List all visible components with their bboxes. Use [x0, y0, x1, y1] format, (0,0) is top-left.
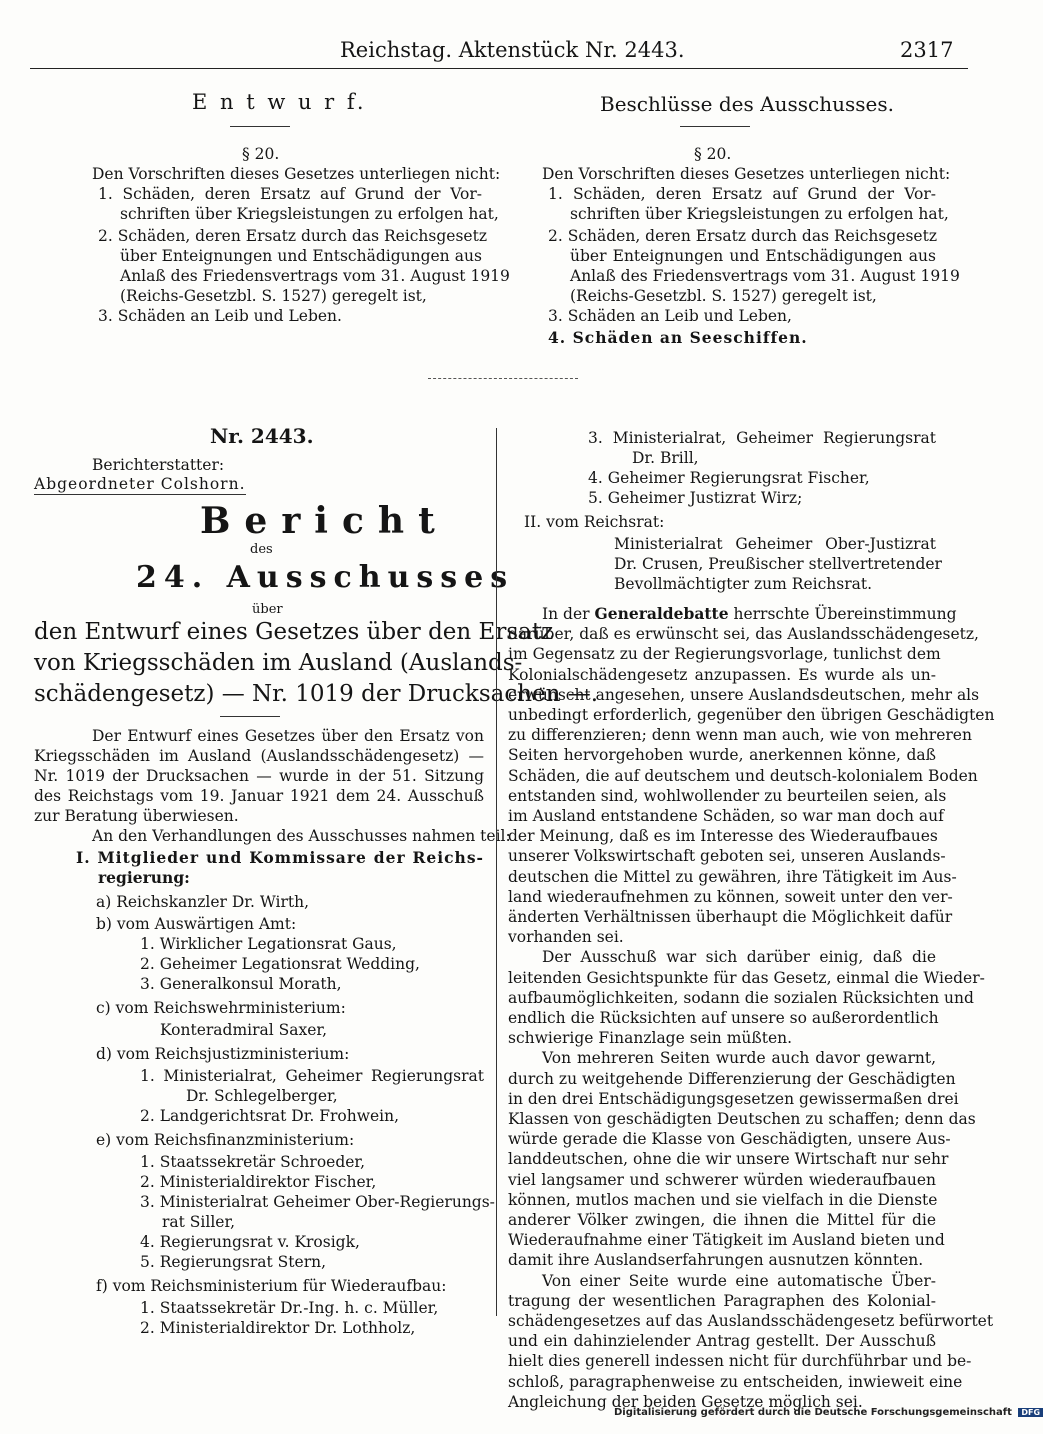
participant-line: 4. Regierungsrat v. Krosigk,	[140, 1233, 360, 1251]
entwurf-intro: Den Vorschriften dieses Gesetzes unterliegen nicht:	[92, 165, 501, 183]
intro-line: zur Beratung überwiesen.	[34, 807, 239, 825]
body-line: änderten Verhältnissen überhaupt die Möglichkeit dafür	[508, 908, 953, 926]
report-number: Nr. 2443.	[210, 424, 314, 448]
participant-line: 2. Landgerichtsrat Dr. Frohwein,	[140, 1107, 400, 1125]
beschluesse-item-line: schriften über Kriegsleistungen zu erfolgen hat,	[570, 205, 949, 223]
beschluesse-item-line: 2. Schäden, deren Ersatz durch das Reichsgesetz	[548, 227, 937, 245]
body-line: durch zu weitgehende Differenzierung der Geschädigten	[508, 1070, 956, 1088]
report-des: des	[250, 542, 273, 557]
body-line: erwünscht angesehen, unsere Auslandsdeutschen, mehr als	[508, 686, 980, 704]
beschluesse-rule	[680, 126, 750, 127]
body-line: vorhanden sei.	[508, 928, 624, 946]
footer-text: Digitalisierung gefördert durch die Deutsche Forschungsgemeinschaft	[614, 1407, 1012, 1418]
beschluesse-item-line: 1. Schäden, deren Ersatz auf Grund der Vor-	[548, 185, 936, 203]
report-subject-line: den Entwurf eines Gesetzes über den Ersatz	[34, 619, 554, 645]
section-separator	[428, 378, 578, 379]
page-number: 2317	[900, 38, 954, 62]
participant-line: b) vom Auswärtigen Amt:	[96, 915, 297, 933]
body-line: Von mehreren Seiten wurde auch davor gewarnt,	[542, 1049, 936, 1067]
beschluesse-heading: Beschlüsse des Ausschusses.	[600, 92, 894, 116]
beschluesse-section: § 20.	[694, 145, 732, 163]
body-line: würde gerade die Klasse von Geschädigten, unsere Aus-	[508, 1130, 951, 1148]
beschluesse-item-line: Anlaß des Friedensvertrags vom 31. August 1919	[570, 267, 960, 285]
report-subject-line: von Kriegsschäden im Ausland (Auslands-	[34, 650, 523, 676]
entwurf-item-line: über Enteignungen und Entschädigungen aus	[120, 247, 482, 265]
participant-line: 2. Geheimer Legationsrat Wedding,	[140, 955, 420, 973]
body-line: In der Generaldebatte herrschte Übereinstimmung	[542, 604, 957, 623]
participant-line: c) vom Reichswehrministerium:	[96, 999, 346, 1017]
participant-line: 4. Geheimer Regierungsrat Fischer,	[588, 469, 870, 487]
body-line: im Ausland entstandene Schäden, so war man doch auf	[508, 807, 944, 825]
entwurf-section: § 20.	[242, 145, 280, 163]
intro-line: des Reichstags vom 19. Januar 1921 dem 24. Ausschuß	[34, 787, 484, 805]
body-line: und ein dahinzielender Antrag gestellt. Der Ausschuß	[508, 1332, 936, 1350]
body-line: landdeutschen, ohne die wir unsere Wirtschaft nur sehr	[508, 1150, 949, 1168]
body-line: Angleichung der beiden Gesetze möglich sei.	[508, 1393, 863, 1411]
participant-line: Ministerialrat Geheimer Ober-Justizrat	[614, 535, 936, 553]
participant-line: Konteradmiral Saxer,	[160, 1021, 328, 1039]
body-line: in den drei Entschädigungsgesetzen gewissermaßen drei	[508, 1090, 959, 1108]
participant-line: 1. Staatssekretär Dr.-Ing. h. c. Müller,	[140, 1299, 439, 1317]
body-line: der Meinung, daß es im Interesse des Wiederaufbaues	[508, 827, 938, 845]
body-line: Kolonialschädengesetz anzupassen. Es wurde als un-	[508, 666, 936, 684]
intro-line: Nr. 1019 der Drucksachen — wurde in der 51. Sitzung	[34, 767, 484, 785]
body-line: Der Ausschuß war sich darüber einig, daß die	[542, 948, 936, 966]
subject-rule	[220, 716, 280, 717]
body-line: schloß, paragraphenweise zu entscheiden, inwieweit eine	[508, 1373, 963, 1391]
participant-line: 3. Ministerialrat, Geheimer Regierungsrat	[588, 429, 936, 447]
entwurf-heading: E n t w u r f.	[192, 90, 367, 114]
committee-title: 24. Ausschusses	[136, 560, 515, 595]
body-line: darüber, daß es erwünscht sei, das Auslandsschädengesetz,	[508, 625, 979, 643]
entwurf-rule	[230, 126, 290, 127]
participant-line: Dr. Crusen, Preußischer stellvertretender	[614, 555, 942, 573]
body-line: schädengesetzes auf das Auslandsschädengesetz befürwortet	[508, 1312, 994, 1330]
participant-line: 1. Staatssekretär Schroeder,	[140, 1153, 366, 1171]
header-rule	[30, 68, 968, 69]
entwurf-item-line: 2. Schäden, deren Ersatz durch das Reichsgesetz	[98, 227, 487, 245]
body-line: Seiten hervorgehoben wurde, anerkennen könne, daß	[508, 746, 936, 764]
participant-line: f) vom Reichsministerium für Wiederaufbau:	[96, 1277, 447, 1295]
body-line: leitenden Gesichtspunkte für das Gesetz, einmal die Wieder-	[508, 969, 985, 987]
report-ueber: über	[252, 602, 283, 617]
body-line: Schäden, die auf deutschem und deutsch-kolonialem Boden	[508, 767, 978, 785]
report-title: Bericht	[200, 500, 449, 542]
body-line: im Gegensatz zu der Regierungsvorlage, tunlichst dem	[508, 645, 941, 663]
body-line: zu differenzieren; denn wenn man auch, wie von mehreren	[508, 726, 972, 744]
reporter-name-text: Abgeordneter Colshorn.	[34, 475, 246, 493]
participant-line: I. Mitglieder und Kommissare der Reichs-	[76, 848, 484, 867]
body-line: Von einer Seite wurde eine automatische Über-	[542, 1272, 936, 1290]
dfg-logo: DFG	[1018, 1408, 1043, 1417]
digitization-footer	[614, 1407, 1043, 1418]
participant-line: 1. Wirklicher Legationsrat Gaus,	[140, 935, 397, 953]
intro-line: An den Verhandlungen des Ausschusses nahmen teil:	[92, 827, 511, 845]
participant-line: e) vom Reichsfinanzministerium:	[96, 1131, 355, 1149]
participant-line: 2. Ministerialdirektor Dr. Lothholz,	[140, 1319, 416, 1337]
report-subject-line: schädengesetz) — Nr. 1019 der Drucksachen —.	[34, 681, 599, 707]
participant-line: Bevollmächtigter zum Reichsrat.	[614, 575, 873, 593]
participant-line: 5. Regierungsrat Stern,	[140, 1253, 327, 1271]
entwurf-item-line: (Reichs-Gesetzbl. S. 1527) geregelt ist,	[120, 287, 427, 305]
body-line: können, mutlos machen und sie vielfach in die Dienste	[508, 1191, 938, 1209]
emphasis-generaldebatte: Generaldebatte	[594, 604, 729, 623]
participant-line: 3. Generalkonsul Morath,	[140, 975, 342, 993]
beschluesse-item-line-new: 4. Schäden an Seeschiffen.	[548, 328, 808, 347]
body-line: endlich die Rücksichten auf unsere so außerordentlich	[508, 1009, 939, 1027]
intro-line: Kriegsschäden im Ausland (Auslandsschädengesetz) —	[34, 747, 484, 765]
participant-line: 5. Geheimer Justizrat Wirz;	[588, 489, 803, 507]
participant-line: 3. Ministerialrat Geheimer Ober-Regierungs-	[140, 1193, 495, 1211]
header-title: Reichstag. Aktenstück Nr. 2443.	[340, 38, 685, 62]
body-line: unserer Volkswirtschaft geboten sei, unseren Auslands-	[508, 847, 946, 865]
beschluesse-item-line: 3. Schäden an Leib und Leben,	[548, 307, 792, 325]
column-divider	[496, 428, 497, 1316]
body-line: damit ihre Auslandserfahrungen ausnutzen könnten.	[508, 1251, 924, 1269]
participant-line: d) vom Reichsjustizministerium:	[96, 1045, 350, 1063]
entwurf-item-line: Anlaß des Friedensvertrags vom 31. August 1919	[120, 267, 510, 285]
entwurf-item-line: schriften über Kriegsleistungen zu erfolgen hat,	[120, 205, 499, 223]
body-line: viel langsamer und schwerer würden wiederaufbauen	[508, 1171, 936, 1189]
participant-line: Dr. Schlegelberger,	[186, 1087, 338, 1105]
participant-line: 2. Ministerialdirektor Fischer,	[140, 1173, 377, 1191]
body-line: land wiederaufnehmen zu können, soweit unter den ver-	[508, 888, 953, 906]
beschluesse-intro: Den Vorschriften dieses Gesetzes unterliegen nicht:	[542, 165, 951, 183]
intro-line: Der Entwurf eines Gesetzes über den Ersatz von	[92, 727, 484, 745]
reporter-name	[34, 474, 246, 494]
participant-line: II. vom Reichsrat:	[524, 513, 665, 531]
body-line: Klassen von geschädigten Deutschen zu schaffen; denn das	[508, 1110, 976, 1128]
entwurf-item-line: 1. Schäden, deren Ersatz auf Grund der Vor-	[98, 185, 482, 203]
body-line: hielt dies generell indessen nicht für durchführbar und be-	[508, 1352, 972, 1370]
body-line: aufbaumöglichkeiten, sodann die sozialen Rücksichten und	[508, 989, 974, 1007]
body-line: unbedingt erforderlich, gegenüber den übrigen Geschädigten	[508, 706, 995, 724]
running-header	[340, 38, 685, 62]
entwurf-item-line: 3. Schäden an Leib und Leben.	[98, 307, 342, 325]
beschluesse-item-line: über Enteignungen und Entschädigungen aus	[570, 247, 936, 265]
participant-line: a) Reichskanzler Dr. Wirth,	[96, 893, 310, 911]
body-line: entstanden sind, wohlwollender zu beurteilen seien, als	[508, 787, 947, 805]
participant-line: 1. Ministerialrat, Geheimer Regierungsrat	[140, 1067, 484, 1085]
body-line: Wiederaufnahme einer Tätigkeit im Ausland bieten und	[508, 1231, 945, 1249]
body-line: deutschen die Mittel zu gewähren, ihre Tätigkeit im Aus-	[508, 868, 957, 886]
beschluesse-item-line: (Reichs-Gesetzbl. S. 1527) geregelt ist,	[570, 287, 877, 305]
participant-line: regierung:	[98, 868, 190, 887]
participant-line: rat Siller,	[162, 1213, 236, 1231]
body-line: schwierige Finanzlage sein müßten.	[508, 1029, 793, 1047]
reporter-label: Berichterstatter:	[92, 456, 225, 474]
participant-line: Dr. Brill,	[632, 449, 699, 467]
body-line: tragung der wesentlichen Paragraphen des Kolonial-	[508, 1292, 936, 1310]
body-line: anderer Völker zwingen, die ihnen die Mittel für die	[508, 1211, 936, 1229]
